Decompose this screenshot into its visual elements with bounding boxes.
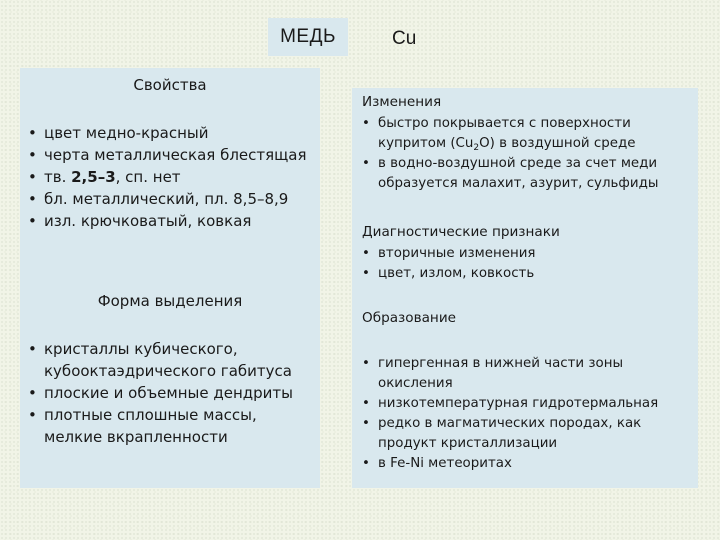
list-item: • редко в магматических породах, как продукт кристаллизации <box>360 414 696 454</box>
list-item: • вторичные изменения <box>360 244 696 264</box>
list-item: • черта металлическая блестящая <box>26 144 318 166</box>
properties-heading: Свойства <box>133 76 207 94</box>
list-item: • в Fe-Ni метеоритах <box>360 454 696 474</box>
formation-list <box>360 354 696 474</box>
list-item: • быстро покрывается с поверхности купритом $(Cu_2O)$ в воздушной среде <box>360 114 696 154</box>
diagnostics-list <box>360 244 696 284</box>
list-item: • изл. крючковатый, ковкая <box>26 210 318 232</box>
changes-heading: Изменения <box>362 94 442 110</box>
forms-list <box>26 338 318 448</box>
list-item: • тв. 2,5–3, сп. нет <box>26 166 318 188</box>
diagnostics-heading: Диагностические признаки <box>362 224 560 240</box>
chemical-formula: Cu <box>392 28 417 49</box>
changes-list <box>360 114 696 194</box>
list-item: • плоские и объемные дендриты <box>26 382 318 404</box>
list-item: • бл. металлический, пл. 8,5–8,9 <box>26 188 318 210</box>
left-panel <box>20 68 320 488</box>
list-item: • в водно-воздушной среде за счет меди образуется малахит, азурит, сульфиды <box>360 154 696 194</box>
properties-list <box>26 122 318 232</box>
page-title: МЕДЬ <box>268 18 348 56</box>
list-item: • кристаллы кубического, кубооктаэдрического габитуса <box>26 338 318 382</box>
list-item: • плотные сплошные массы, мелкие вкрапленности <box>26 404 318 448</box>
formation-heading: Образование <box>362 310 457 326</box>
list-item: • гипергенная в нижней части зоны окисления <box>360 354 696 394</box>
form-heading: Форма выделения <box>97 292 243 310</box>
list-item: • низкотемпературная гидротермальная <box>360 394 696 414</box>
right-panel <box>352 88 698 488</box>
list-item: • цвет, излом, ковкость <box>360 264 696 284</box>
list-item: • цвет медно-красный <box>26 122 318 144</box>
